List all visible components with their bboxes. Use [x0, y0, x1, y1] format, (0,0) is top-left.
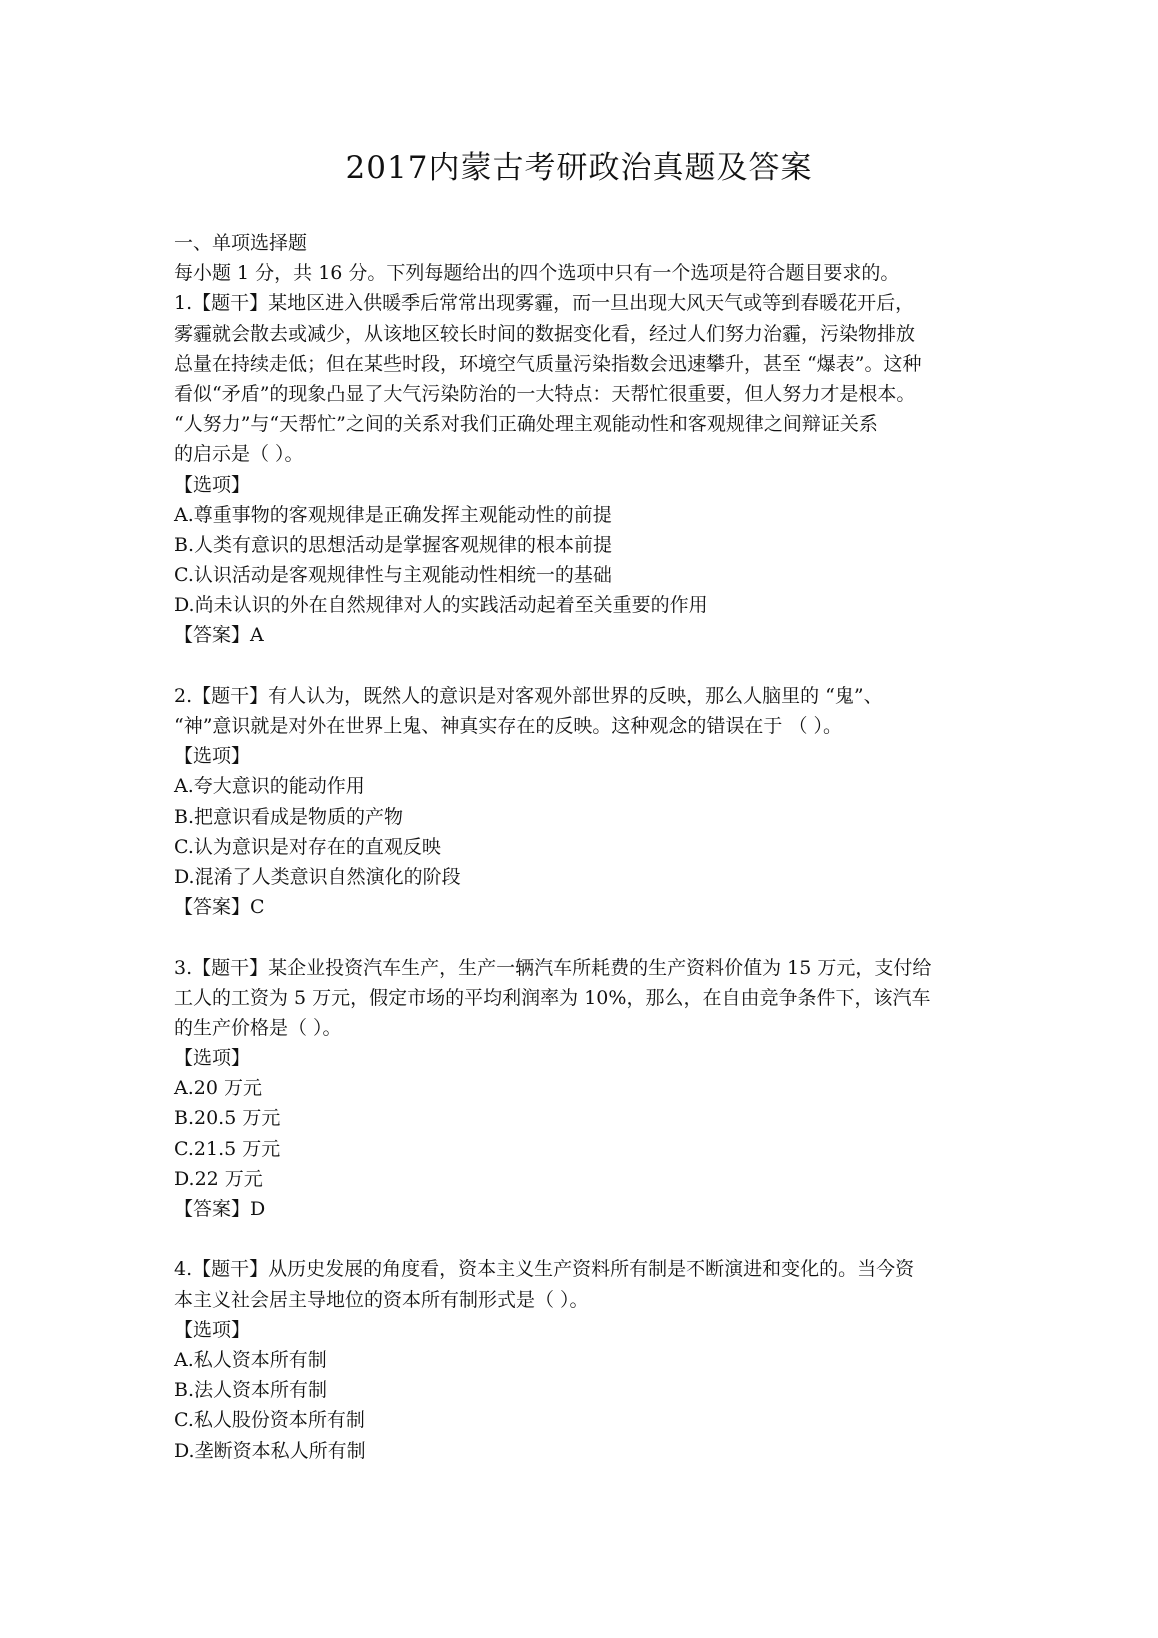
- options-label: 【选项】: [174, 473, 251, 496]
- question-stem-line: 工人的工资为 5 万元，假定市场的平均利润率为 10%，那么，在自由竞争条件下，该汽车: [174, 986, 931, 1009]
- option-b: B.20.5 万元: [174, 1107, 281, 1130]
- options-label: 【选项】: [174, 745, 251, 768]
- options-label: 【选项】: [174, 1318, 251, 1341]
- question-4: [174, 1254, 994, 1465]
- option-a: A.尊重事物的客观规律是正确发挥主观能动性的前提: [174, 503, 612, 526]
- question-stem-line: “人努力”与“天帮忙”之间的关系对我们正确处理主观能动性和客观规律之间辩证关系: [174, 413, 878, 436]
- answer: 【答案】A: [174, 624, 264, 647]
- document-body: [174, 228, 994, 1466]
- question-stem-line: 2.【题干】有人认为，既然人的意识是对客观外部世界的反映，那么人脑里的 “鬼”、: [174, 684, 883, 707]
- question-stem-line: 总量在持续走低；但在某些时段，环境空气质量污染指数会迅速攀升，甚至 “爆表”。这种: [174, 352, 922, 375]
- question-stem-line: 雾霾就会散去或减少，从该地区较长时间的数据变化看，经过人们努力治霾，污染物排放: [174, 322, 916, 345]
- option-b: B.人类有意识的思想活动是掌握客观规律的根本前提: [174, 533, 613, 556]
- option-a: A.夸大意识的能动作用: [174, 775, 365, 798]
- answer: 【答案】D: [174, 1198, 266, 1220]
- options-label: 【选项】: [174, 1047, 251, 1070]
- option-c: C.认识活动是客观规律性与主观能动性相统一的基础: [174, 564, 612, 587]
- option-a: A.私人资本所有制: [174, 1348, 327, 1371]
- section-heading: 一、单项选择题: [174, 232, 308, 254]
- spacer: [174, 1224, 994, 1254]
- answer: 【答案】C: [174, 896, 265, 919]
- question-stem-line: 看似“矛盾”的现象凸显了大气污染防治的一大特点：天帮忙很重要，但人努力才是根本。: [174, 382, 916, 405]
- question-stem-line: 1.【题干】某地区进入供暖季后常常出现雾霾，而一旦出现大风天气或等到春暖花开后，: [174, 292, 915, 315]
- document-title: 2017内蒙古考研政治真题及答案: [345, 150, 813, 186]
- option-d: D.混淆了人类意识自然演化的阶段: [174, 865, 461, 888]
- option-d: D.尚未认识的外在自然规律对人的实践活动起着至关重要的作用: [174, 594, 708, 617]
- option-c: C.认为意识是对存在的直观反映: [174, 835, 441, 858]
- option-d: D.22 万元: [174, 1167, 263, 1190]
- question-stem-line: 的生产价格是（ ）。: [174, 1016, 342, 1039]
- option-d: D.垄断资本私人所有制: [174, 1439, 366, 1462]
- option-c: C.21.5 万元: [174, 1137, 281, 1160]
- question-1: [174, 288, 994, 650]
- option-b: B.把意识看成是物质的产物: [174, 805, 404, 828]
- question-stem-line: “神”意识就是对外在世界上鬼、神真实存在的反映。这种观念的错误在于 （ ）。: [174, 715, 843, 737]
- option-c: C.私人股份资本所有制: [174, 1409, 365, 1432]
- section-instruction: 每小题 1 分，共 16 分。下列每题给出的四个选项中只有一个选项是符合题目要求的。: [174, 262, 900, 285]
- option-b: B.法人资本所有制: [174, 1379, 328, 1402]
- question-stem-line: 4.【题干】从历史发展的角度看，资本主义生产资料所有制是不断演进和变化的。当今资: [174, 1258, 915, 1281]
- spacer: [174, 651, 994, 681]
- question-stem-line: 本主义社会居主导地位的资本所有制形式是（ ）。: [174, 1288, 589, 1311]
- question-3: [174, 953, 994, 1225]
- spacer: [174, 922, 994, 952]
- option-a: A.20 万元: [174, 1077, 262, 1100]
- question-2: [174, 681, 994, 923]
- question-stem-line: 的启示是（ ）。: [174, 443, 304, 466]
- question-stem-line: 3.【题干】某企业投资汽车生产，生产一辆汽车所耗费的生产资料价值为 15 万元，支付给: [174, 956, 932, 979]
